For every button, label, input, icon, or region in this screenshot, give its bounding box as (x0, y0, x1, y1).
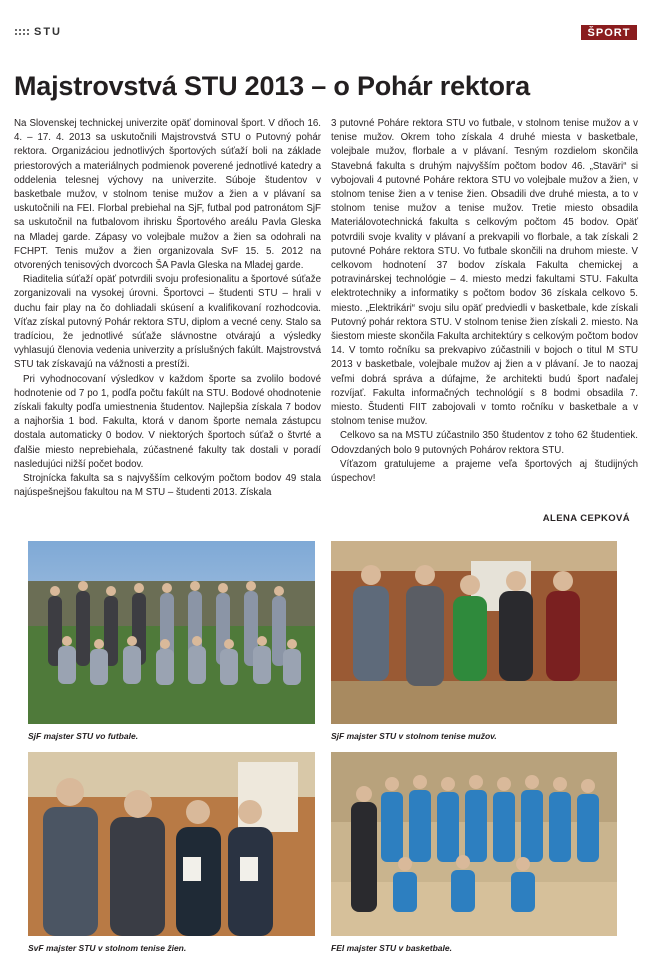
paragraph: Celkovo sa na MSTU zúčastnilo 350 študentov z toho 62 študentiek. Odovzdaných bolo 9 putovných Pohárov rektora STU. (331, 430, 638, 456)
photo-caption: FEI majster STU v basketbale. (331, 943, 452, 953)
paragraph: Víťazom gratulujeme a prajeme veľa športových aj študijných úspechov! (331, 458, 638, 485)
photo-table-tennis-women (28, 752, 315, 936)
photo-table-tennis-men (331, 541, 617, 724)
dots-grid-icon (14, 28, 30, 37)
author-byline: ALENA CEPKOVÁ (542, 513, 630, 524)
paragraph: Na Slovenskej technickej univerzite opäť dominoval šport. V dňoch 16. 4. – 17. 4. 2013 sa uskutočnili Majstrovstvá STU o Putovný pohár rektora. Organizáciou jednotlivých športových súťaží boli na základe priestorových a materiálnych podmienok poverené jednotlivé katedry a oddelenia telesnej výchovy na univerzite. Súboje študentov v basketbale mužov, v stolnom tenise mužov a žien a v plávaní sa uskutočnili na FEI. Florbal prebiehal na SjF, futbal pod patronátom SjF sa uskutočnil na futbalovom ihrisku Športového areálu Pavla Gleska na Mladej garde. Zápasy vo volejbale mužov a žien sa odohrali na FCHPT. Tenis mužov a žien organizovala SvF 15. 5. 2012 na otvorených tenisových dvorcoch ŠA Pavla Gleska na Mladej garde. (14, 118, 321, 272)
photo-caption: SjF majster STU v stolnom tenise mužov. (331, 731, 497, 741)
paragraph: Pri vyhodnocovaní výsledkov v každom športe sa zvolilo bodové hodnotenie od 7 po 1, podľa počtu fakúlt na STU. Bodové ohodnotenie získali fakulty podľa umiestnenia študentov. Najlepšia získala 7 bodov a najhoršia 1 bod. Fakulta, ktorá v danom športe nemala zástupcu dostala automaticky 0 bodov. V niektorých športoch súťaž o štvrté a ďalšie miesto neprebiehala, zúčastnené fakulty tak dostali v poradí nasledujúci nižší počet bodov. (14, 373, 321, 470)
paragraph: Strojnícka fakulta sa s najvyšším celkovým počtom bodov 49 stala najúspešnejšou fakultou na M STU – študenti 2013. Získala (14, 473, 321, 499)
masthead-label: STU (34, 26, 62, 38)
masthead-left (14, 26, 62, 38)
section-tag: ŠPORT (581, 25, 637, 40)
article-column-left (14, 117, 321, 500)
paragraph: Riaditelia súťaží opäť potvrdili svoju profesionalitu a športové súťaže zorganizovali na vysokej úrovni. Športovci – študenti STU – hrali v duchu fair play na čo dohliadali skúsení a kvalifikovaní rozhodcovia. Víťaz získal putovný Pohár rektora STU, diplom a vecné ceny. Stalo sa tradíciou, že jednotlivé súťaže slávnostne otvárajú a výsledky vyhlasujú členovia vedenia univerzity a príslušných fakúlt. Majstrovstvá STU tak získavajú na vážnosti a prestíži. (14, 274, 321, 371)
paragraph: 3 putovné Poháre rektora STU vo futbale, v stolnom tenise mužov a v tenise mužov. Okrem toho získala 4 druhé miesta v basketbale, volejbale mužov, florbale a v plávaní. Tesným rozdielom skončila Stavebná fakulta s druhým najvyšším počtom bodov 46. „Staväri“ si vybojovali 4 putovné Poháre rektora STU vo volejbale mužov a žien, v stolnom tenise žien a v tenise žien. Obsadili dve druhé miesta, a to v stolnom tenise mužov a tenise mužov. Tretie miesto obsadila Materiálovotechnická fakulta s celkovým počtom 45 bodov. Opäť potvrdili svoje kvality v plávaní a prekvapili vo florbale, a tak získali 2 putovné Poháre rektora STU. Vo futbale skončili na druhom mieste. V celkovom hodnotení 37 bodov získala Fakulta chemickej a potravinárskej technológie – 4. miesto medzi fakultami STU. Fakulta elektrotechniky a informatiky s počtom bodov 36 získala celkovo 5. miesto. „Elektrikári“ svoju silu opäť predviedli v basketbale, kde získali Putovný pohár rektora STU. V stolnom tenise žien získali 2. miesto. Na šiestom mieste skončila Fakulta architektúry s celkovým počtom bodov 14. V tomto ročníku sa prekvapivo zúčastnili v bojoch o titul M STU 2013 v basketbale, volejbale mužov aj žien a v plávaní. Je to naozaj veľmi dobrá správa a dúfajme, že architekti budú šport naďalej rozvíjať. Fakulta informačných technológií s 8 bodmi obsadila 7. miesto. Študenti FIIT zabojovali v tomto ročníku v basketbale a v stolnom tenise mužov. (331, 118, 638, 428)
photo-caption: SjF majster STU vo futbale. (28, 731, 139, 741)
photo-basketball-team (331, 752, 617, 936)
article-title: Majstrovstvá STU 2013 – o Pohár rektora (14, 71, 530, 101)
photo-football-team (28, 541, 315, 724)
article-column-right (331, 117, 638, 486)
photo-caption: SvF majster STU v stolnom tenise žien. (28, 943, 187, 953)
